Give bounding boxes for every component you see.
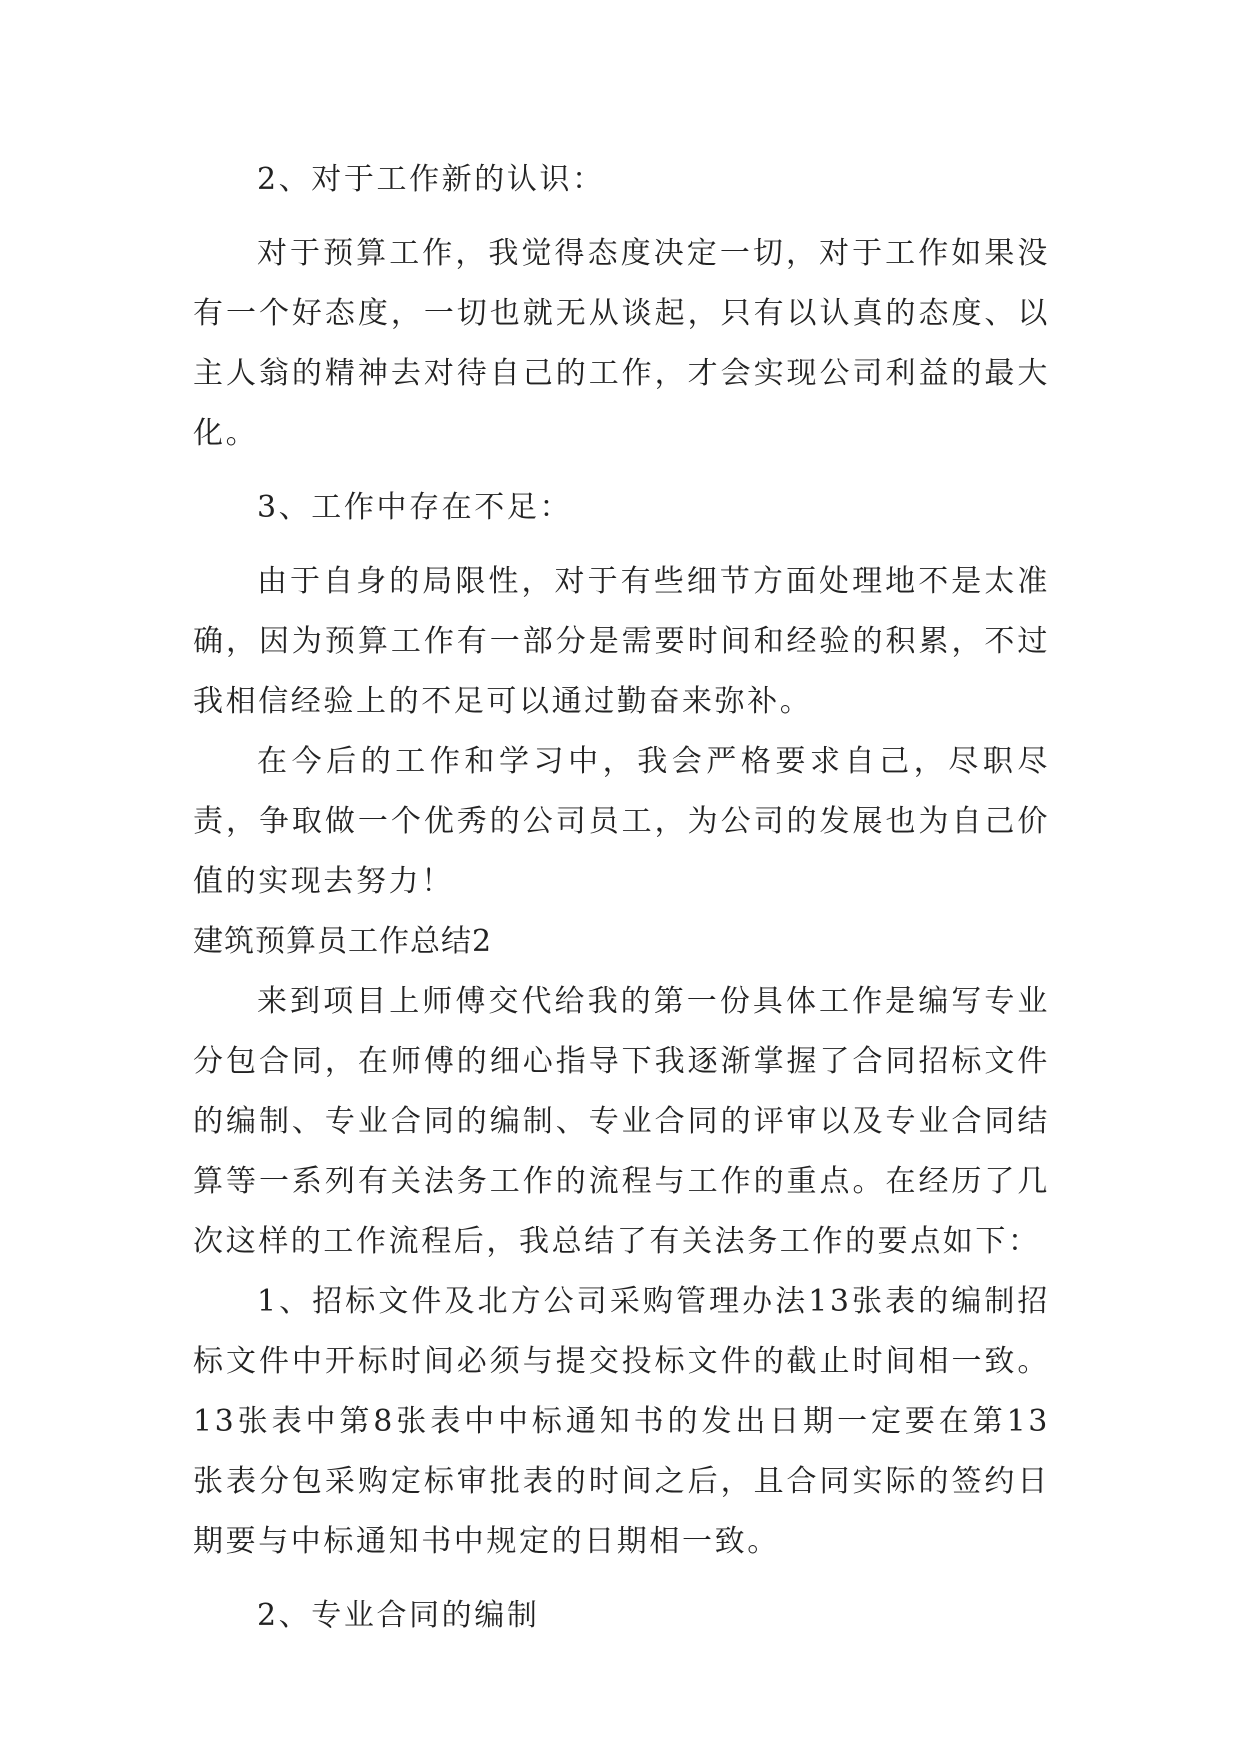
- paragraph-future-work: 在今后的工作和学习中，我会严格要求自己，尽职尽责，争取做一个优秀的公司员工，为公司的发展也为自己价值的实现去努力！: [193, 744, 1050, 899]
- paragraph-limitations: 由于自身的局限性，对于有些细节方面处理地不是太准确，因为预算工作有一部分是需要时间和经验的积累，不过我相信经验上的不足可以通过勤奋来弥补。: [193, 564, 1050, 719]
- paragraph-tender-documents: 1、招标文件及北方公司采购管理办法13张表的编制招标文件中开标时间必须与提交投标文件的截止时间相一致。13张表中第8张表中中标通知书的发出日期一定要在第13张表分包采购定标审批表的时间之后，且合同实际的签约日期要与中标通知书中规定的日期相一致。: [193, 1284, 1050, 1559]
- paragraph-attitude: 对于预算工作，我觉得态度决定一切，对于工作如果没有一个好态度，一切也就无从谈起，只有以认真的态度、以主人翁的精神去对待自己的工作，才会实现公司利益的最大化。: [193, 236, 1050, 451]
- section-heading-contract-drafting: 2、专业合同的编制: [257, 1598, 540, 1633]
- document-body: [193, 150, 1050, 1646]
- article-title: 建筑预算员工作总结2: [193, 924, 493, 959]
- section-heading-new-understanding: 2、对于工作新的认识：: [257, 162, 605, 197]
- paragraph-contract-work: 来到项目上师傅交代给我的第一份具体工作是编写专业分包合同，在师傅的细心指导下我逐渐掌握了合同招标文件的编制、专业合同的编制、专业合同的评审以及专业合同结算等一系列有关法务工作的流程与工作的重点。在经历了几次这样的工作流程后，我总结了有关法务工作的要点如下：: [193, 984, 1050, 1259]
- section-heading-shortcomings: 3、工作中存在不足：: [257, 490, 573, 525]
